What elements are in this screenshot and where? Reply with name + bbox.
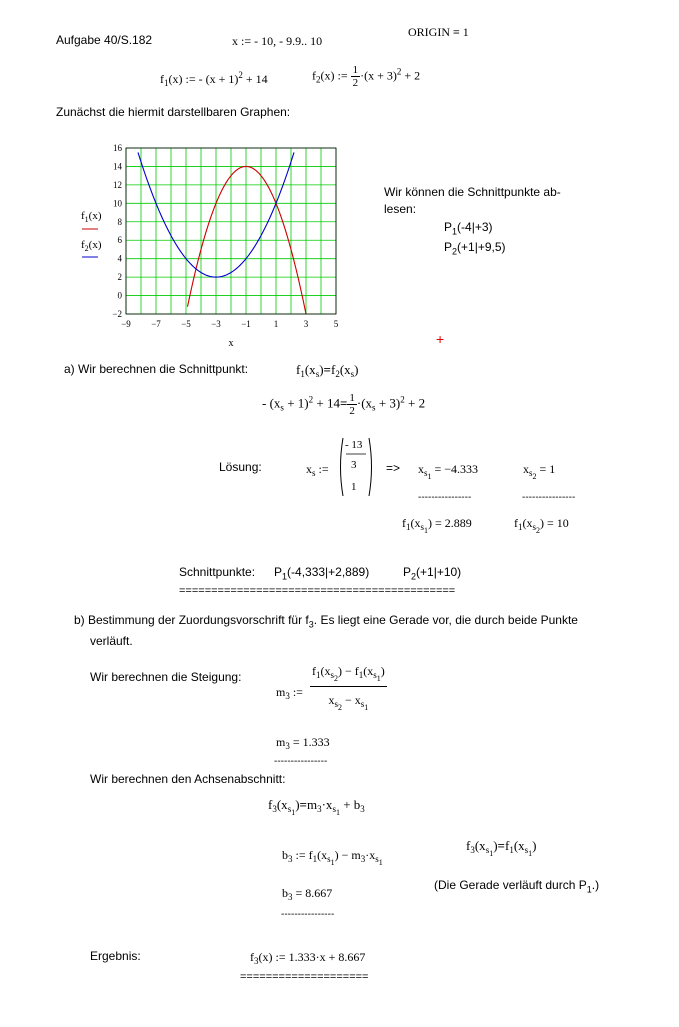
y-tick-label: 10 bbox=[113, 198, 122, 209]
f3-point-equation: $f_3(x_{s1})=m_3\cdot x_{s1} + b_3$ bbox=[268, 797, 365, 817]
range-definition: x := - 10, - 9.9.. 10 bbox=[232, 34, 323, 48]
separator-a: =========================================== bbox=[179, 585, 456, 597]
x-tick-label: −3 bbox=[211, 319, 221, 329]
xs-assign: $x_s$ := bbox=[306, 462, 329, 478]
x-tick-labels bbox=[121, 319, 339, 329]
line-through-note: (Die Gerade verläuft durch $P_1$.) bbox=[434, 878, 600, 895]
intro-text: Zunächst die hiermit darstellbaren Graphen: bbox=[56, 105, 291, 119]
legend-f2-label: $f_2(x)$ bbox=[81, 239, 102, 253]
y-tick-label: −2 bbox=[112, 309, 122, 319]
f3-result: $f_3(x)$ := 1.333·x + 8.667 bbox=[250, 950, 366, 966]
x-tick-label: −7 bbox=[151, 319, 161, 329]
x-tick-label: −5 bbox=[181, 319, 191, 329]
x-axis-label: x bbox=[228, 338, 234, 349]
implies-arrow: => bbox=[386, 461, 401, 475]
b3-result: $b_3 = 8.667$ bbox=[282, 886, 333, 902]
y-tick-label: 14 bbox=[113, 161, 122, 172]
y-tick-label: 4 bbox=[117, 253, 122, 264]
separator-final: ==================== bbox=[240, 971, 369, 983]
loesung-label: Lösung: bbox=[219, 460, 262, 474]
intersection-p2: $P_2(+1|+10)$ bbox=[403, 565, 462, 582]
part-a-heading: a) Wir berechnen die Schnittpunkt: bbox=[64, 362, 249, 376]
point-p1-estimate: $P_1(-4|+3)$ bbox=[444, 220, 493, 237]
equation-expanded: - $(x_s + 1)^2 + 14=$ $\frac{1}{2}$ $\cdot(x_s + 3)^2 + 2$ bbox=[262, 392, 426, 417]
vector-entry-3: 1 bbox=[351, 481, 357, 493]
m3-assign: $m_3$ := bbox=[276, 685, 303, 701]
f1-at-xs1: $f_1(x_{s1}) = 2.889$ bbox=[402, 516, 472, 535]
dash-line-m: ---------------- bbox=[274, 756, 328, 767]
y-tick-label: 0 bbox=[117, 290, 122, 301]
origin-setting: ORIGIN ≡ 1 bbox=[408, 25, 469, 39]
x-tick-label: 3 bbox=[303, 319, 309, 329]
b3-assign: $b_3$ := $f_1(x_{s1}) - m_3\cdot x_{s1}$ bbox=[282, 848, 383, 867]
f3-equals-f1: $f_3(x_{s1})=f_1(x_{s1})$ bbox=[466, 838, 537, 858]
y-tick-labels bbox=[112, 143, 122, 319]
f1-definition: $f_1(x)$ := - $(x + 1)^2 + 14$ bbox=[160, 70, 268, 88]
cursor-plus-marker: + bbox=[436, 331, 445, 347]
y-tick-label: 12 bbox=[113, 179, 122, 190]
readoff-line2: lesen: bbox=[384, 202, 417, 216]
x-tick-label: 5 bbox=[333, 319, 339, 329]
f2-definition: $f_2(x)$ := $\frac{1}{2}$ $\cdot(x + 3)^2 + 2$ bbox=[312, 64, 421, 89]
xs2-result: $x_{s2} = 1$ bbox=[523, 462, 556, 481]
steigung-label: Wir berechnen die Steigung: bbox=[90, 670, 242, 684]
y-tick-label: 8 bbox=[117, 216, 122, 227]
f1-at-xs2: $f_1(x_{s2}) = 10$ bbox=[514, 516, 569, 535]
m3-result: $m_3 = 1.333$ bbox=[276, 735, 330, 751]
x-tick-label: −9 bbox=[121, 319, 131, 329]
function-chart bbox=[80, 138, 350, 350]
intersection-p1: $P_1(-4,333|+2,889)$ bbox=[274, 565, 370, 582]
vector-entry-1: - 13 bbox=[345, 439, 363, 451]
achsen-label: Wir berechnen den Achsenabschnitt: bbox=[90, 772, 286, 786]
part-b-heading: b) Bestimmung der Zuordungsvorschrift für $f_3$. Es liegt eine Gerade vor, die durch beide Punkte bbox=[74, 613, 578, 630]
chart-grid bbox=[126, 148, 336, 314]
vector-entry-2: 3 bbox=[351, 459, 357, 471]
part-b-heading-cont: verläuft. bbox=[90, 634, 133, 648]
equation-intersection: $f_1(x_s)=f_2(x_s)$ bbox=[296, 362, 359, 379]
dash-line-b: ---------------- bbox=[281, 909, 335, 920]
y-tick-label: 2 bbox=[117, 272, 122, 283]
y-tick-label: 6 bbox=[117, 235, 122, 246]
legend-f1-label: $f_1(x)$ bbox=[81, 210, 102, 224]
y-tick-label: 16 bbox=[113, 143, 122, 153]
dash-line-1: ---------------- bbox=[418, 492, 472, 503]
ergebnis-label: Ergebnis: bbox=[90, 949, 141, 963]
readoff-line1: Wir können die Schnittpunkte ab- bbox=[384, 185, 561, 199]
x-tick-label: 1 bbox=[273, 319, 279, 329]
xs1-result: $x_{s1} = -4.333$ bbox=[418, 462, 479, 481]
dash-line-2: ---------------- bbox=[522, 492, 576, 503]
chart-curves bbox=[138, 152, 306, 314]
task-title: Aufgabe 40/S.182 bbox=[56, 33, 153, 47]
point-p2-estimate: $P_2(+1|+9,5)$ bbox=[444, 240, 506, 257]
schnittpunkte-label: Schnittpunkte: bbox=[179, 565, 256, 579]
x-tick-label: −1 bbox=[241, 319, 251, 329]
slope-fraction: $f_1(x_{s2}) - f_1(x_{s1})$ $x_{s2} - x_{s1}$ bbox=[312, 664, 385, 712]
